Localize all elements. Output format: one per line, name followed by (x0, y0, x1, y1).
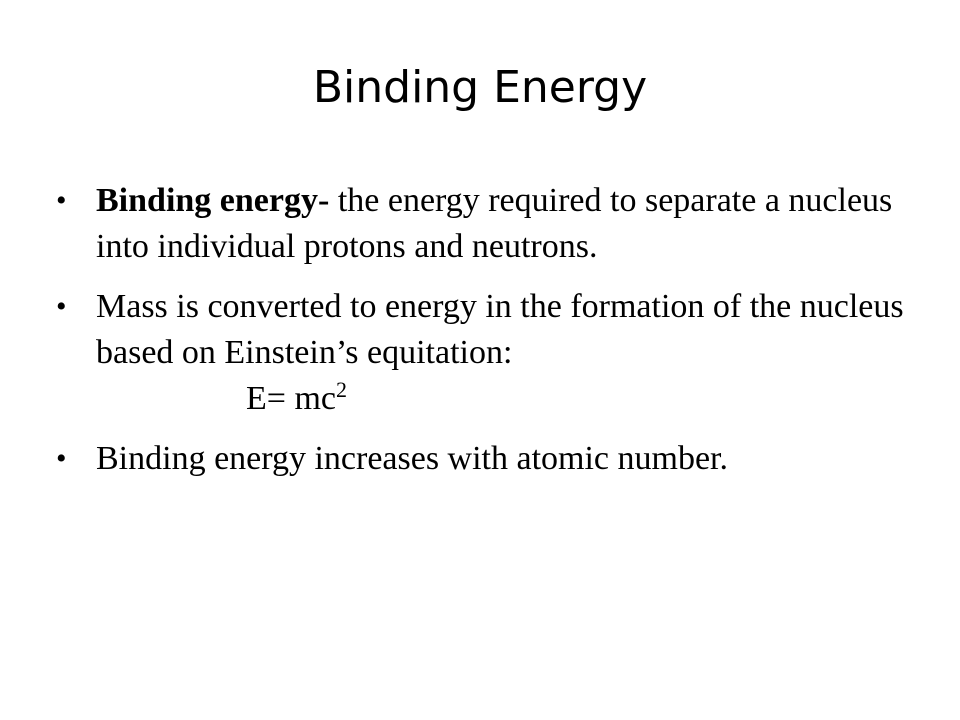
equation (96, 376, 916, 422)
mass-energy-text: Mass is converted to energy in the formation of the nucleus based on Einstein’s equitation: (96, 288, 904, 371)
bullet-atomic-number (56, 436, 916, 482)
definition-text: the energy required to separate a nucleus into individual protons and neutrons. (96, 182, 893, 265)
equation-base: E= mc (246, 380, 336, 417)
bullet-list (56, 178, 916, 496)
bullet-mass-energy (56, 284, 916, 422)
atomic-number-text: Binding energy increases with atomic number. (96, 440, 729, 477)
bullet-dot-icon: • (56, 442, 67, 475)
definition-term: Binding energy- (96, 182, 330, 219)
equation-exponent: 2 (335, 377, 347, 402)
bullet-dot-icon: • (56, 184, 67, 217)
bullet-dot-icon: • (56, 290, 67, 323)
slide-title: Binding Energy (312, 62, 648, 113)
bullet-binding-energy-definition (56, 178, 916, 270)
